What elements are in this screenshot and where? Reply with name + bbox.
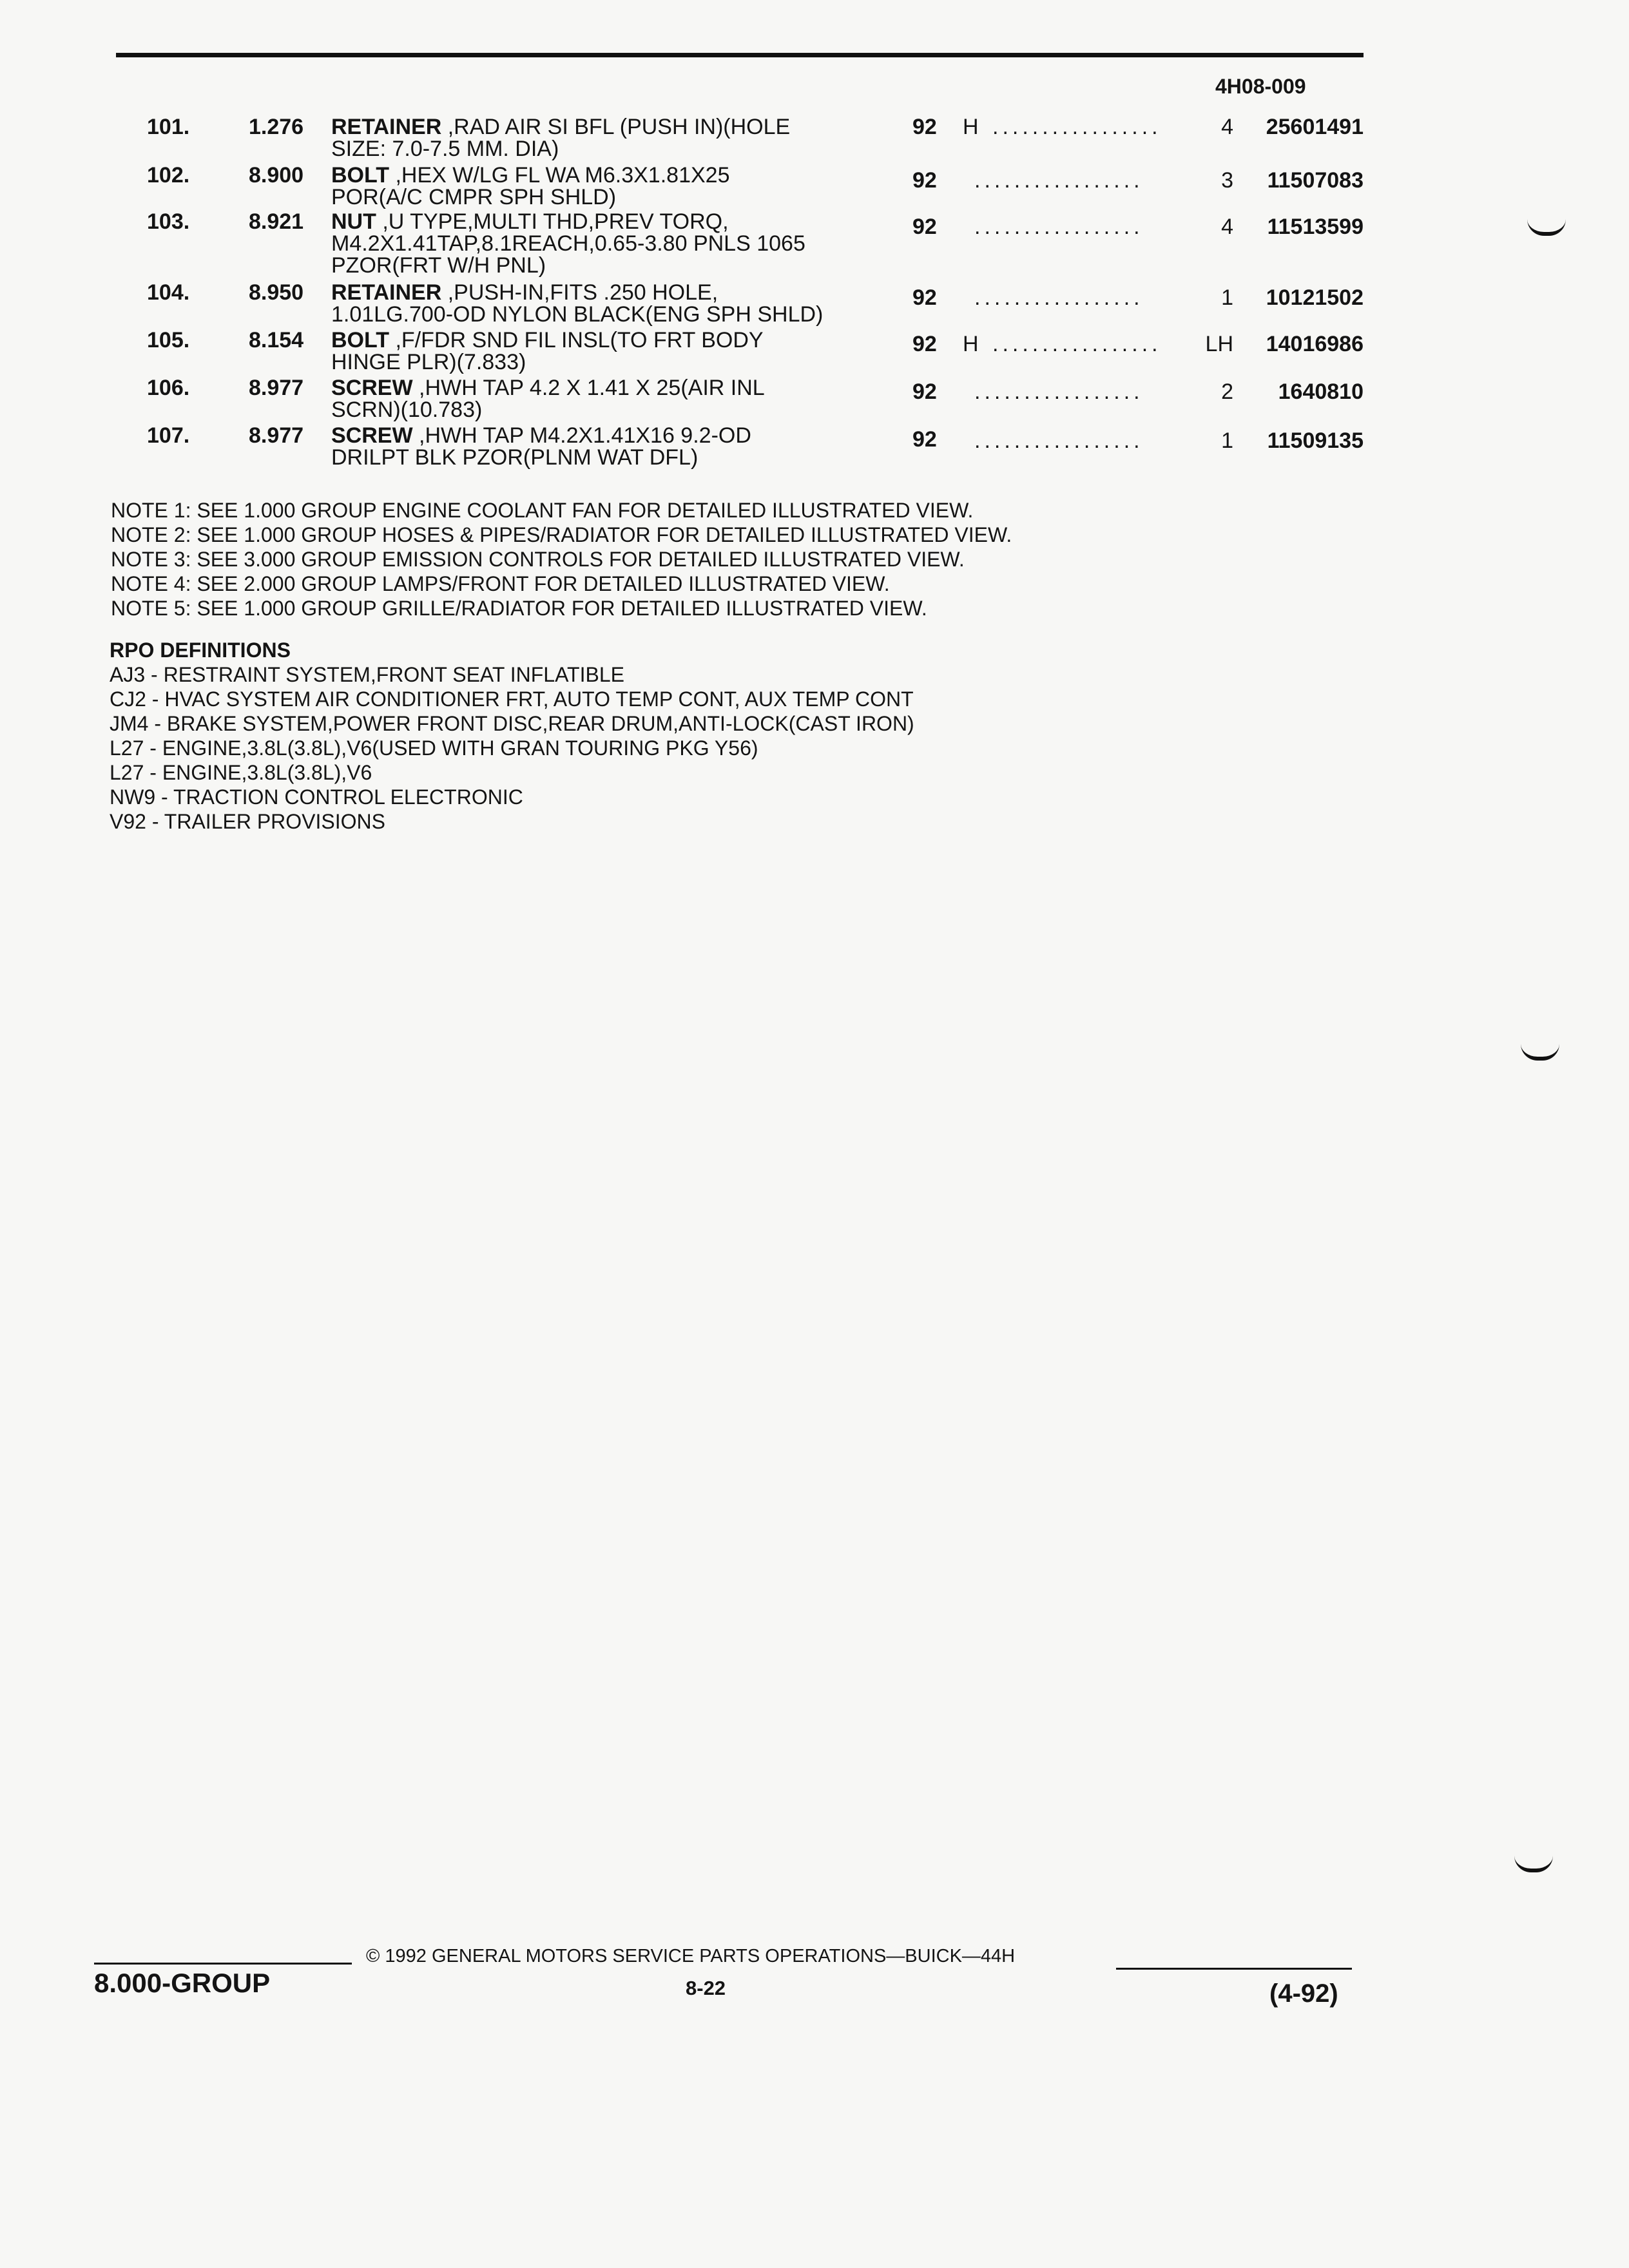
group-number: 8.900 [249,163,304,187]
group-number: 1.276 [249,115,304,139]
page-reference-code: 4H08-009 [1215,75,1306,98]
parts-list [0,116,1629,472]
note-line: NOTE 1: SEE 1.000 GROUP ENGINE COOLANT FAN FOR DETAILED ILLUSTRATED VIEW. [111,499,974,522]
leader-dots: ................. [974,287,1144,309]
quantity: 2 [1221,380,1233,404]
rpo-line: NW9 - TRACTION CONTROL ELECTRONIC [110,785,523,809]
item-description: RETAINER ,PUSH-IN,FITS .250 HOLE, 1.01LG.700-OD NYLON BLACK(ENG SPH SHLD) [331,280,824,327]
note-line: NOTE 4: SEE 2.000 GROUP LAMPS/FRONT FOR DETAILED ILLUSTRATED VIEW. [111,572,890,595]
part-number: 25601491 [1266,115,1364,139]
part-number: 14016986 [1266,332,1364,356]
footer-date: (4-92) [1269,1979,1338,2008]
model-year: 92 [912,115,937,139]
quantity: 3 [1221,168,1233,193]
quantity: 4 [1221,115,1233,139]
parts-row [0,282,1629,329]
leader-dots: ................. [974,216,1144,238]
item-number: 102. [147,163,190,187]
footer-group: 8.000-GROUP [94,1968,271,1998]
footer-rule-right [1116,1968,1352,1970]
item-number: 101. [147,115,190,139]
footer-page-number: 8-22 [686,1977,726,1999]
item-description: BOLT ,F/FDR SND FIL INSL(TO FRT BODY HINGE PLR)(7.833) [331,328,764,374]
leader-dots: ................. [974,381,1144,403]
binder-hole-mark [1514,1856,1553,1872]
parts-row [0,329,1629,377]
quantity: 4 [1221,215,1233,239]
model-year: 92 [912,427,937,452]
group-number: 8.950 [249,280,304,305]
item-number: 105. [147,328,190,352]
rpo-definitions [110,638,914,834]
notes-section [111,498,1012,620]
item-number: 104. [147,280,190,305]
rpo-line: JM4 - BRAKE SYSTEM,POWER FRONT DISC,REAR DRUM,ANTI-LOCK(CAST IRON) [110,712,914,735]
footer-rule-left [94,1963,352,1965]
binder-hole-mark [1521,1044,1559,1061]
leader-dots: ................. [974,169,1144,191]
group-number: 8.977 [249,376,304,400]
parts-row [0,164,1629,211]
group-number: 8.921 [249,209,304,234]
item-number: 107. [147,423,190,448]
note-line: NOTE 2: SEE 1.000 GROUP HOSES & PIPES/RADIATOR FOR DETAILED ILLUSTRATED VIEW. [111,523,1012,546]
group-number: 8.154 [249,328,304,352]
leader-dots: ................. [974,430,1144,452]
leader-dots: ................. [992,333,1162,355]
part-number: 11513599 [1267,215,1364,239]
part-number: 11509135 [1267,428,1364,453]
rpo-line: L27 - ENGINE,3.8L(3.8L),V6 [110,761,372,784]
part-number: 11507083 [1267,168,1364,193]
rpo-line: V92 - TRAILER PROVISIONS [110,810,385,833]
model-year: 92 [912,332,937,356]
parts-row [0,377,1629,425]
parts-row [0,425,1629,472]
item-description: NUT ,U TYPE,MULTI THD,PREV TORQ, M4.2X1.41TAP,8.1REACH,0.65-3.80 PNLS 1065 PZOR(FRT W/H PNL) [331,209,805,278]
model-year: 92 [912,215,937,239]
item-description: RETAINER ,RAD AIR SI BFL (PUSH IN)(HOLE SIZE: 7.0-7.5 MM. DIA) [331,115,791,161]
part-number: 10121502 [1266,285,1364,310]
parts-row [0,116,1629,164]
item-number: 103. [147,209,190,234]
item-description: SCREW ,HWH TAP 4.2 X 1.41 X 25(AIR INL SCRN)(10.783) [331,376,765,422]
quantity: LH [1205,332,1233,356]
group-number: 8.977 [249,423,304,448]
flag-code: H [963,332,979,356]
note-line: NOTE 3: SEE 3.000 GROUP EMISSION CONTROLS FOR DETAILED ILLUSTRATED VIEW. [111,548,965,571]
item-description: SCREW ,HWH TAP M4.2X1.41X16 9.2-OD DRILPT BLK PZOR(PLNM WAT DFL) [331,423,751,470]
item-description: BOLT ,HEX W/LG FL WA M6.3X1.81X25 POR(A/C CMPR SPH SHLD) [331,163,730,209]
parts-row [0,211,1629,282]
rpo-line: CJ2 - HVAC SYSTEM AIR CONDITIONER FRT, AUTO TEMP CONT, AUX TEMP CONT [110,687,914,711]
part-number: 1640810 [1278,380,1364,404]
model-year: 92 [912,168,937,193]
quantity: 1 [1221,428,1233,453]
flag-code: H [963,115,979,139]
rpo-heading: RPO DEFINITIONS [110,639,291,662]
item-number: 106. [147,376,190,400]
rpo-line: L27 - ENGINE,3.8L(3.8L),V6(USED WITH GRAN TOURING PKG Y56) [110,736,758,760]
note-line: NOTE 5: SEE 1.000 GROUP GRILLE/RADIATOR FOR DETAILED ILLUSTRATED VIEW. [111,597,927,620]
leader-dots: ................. [992,116,1162,138]
top-rule [116,53,1364,57]
rpo-line: AJ3 - RESTRAINT SYSTEM,FRONT SEAT INFLATIBLE [110,663,624,686]
footer-copyright: © 1992 GENERAL MOTORS SERVICE PARTS OPERATIONS—BUICK—44H [366,1946,1016,1966]
quantity: 1 [1221,285,1233,310]
model-year: 92 [912,285,937,310]
model-year: 92 [912,380,937,404]
